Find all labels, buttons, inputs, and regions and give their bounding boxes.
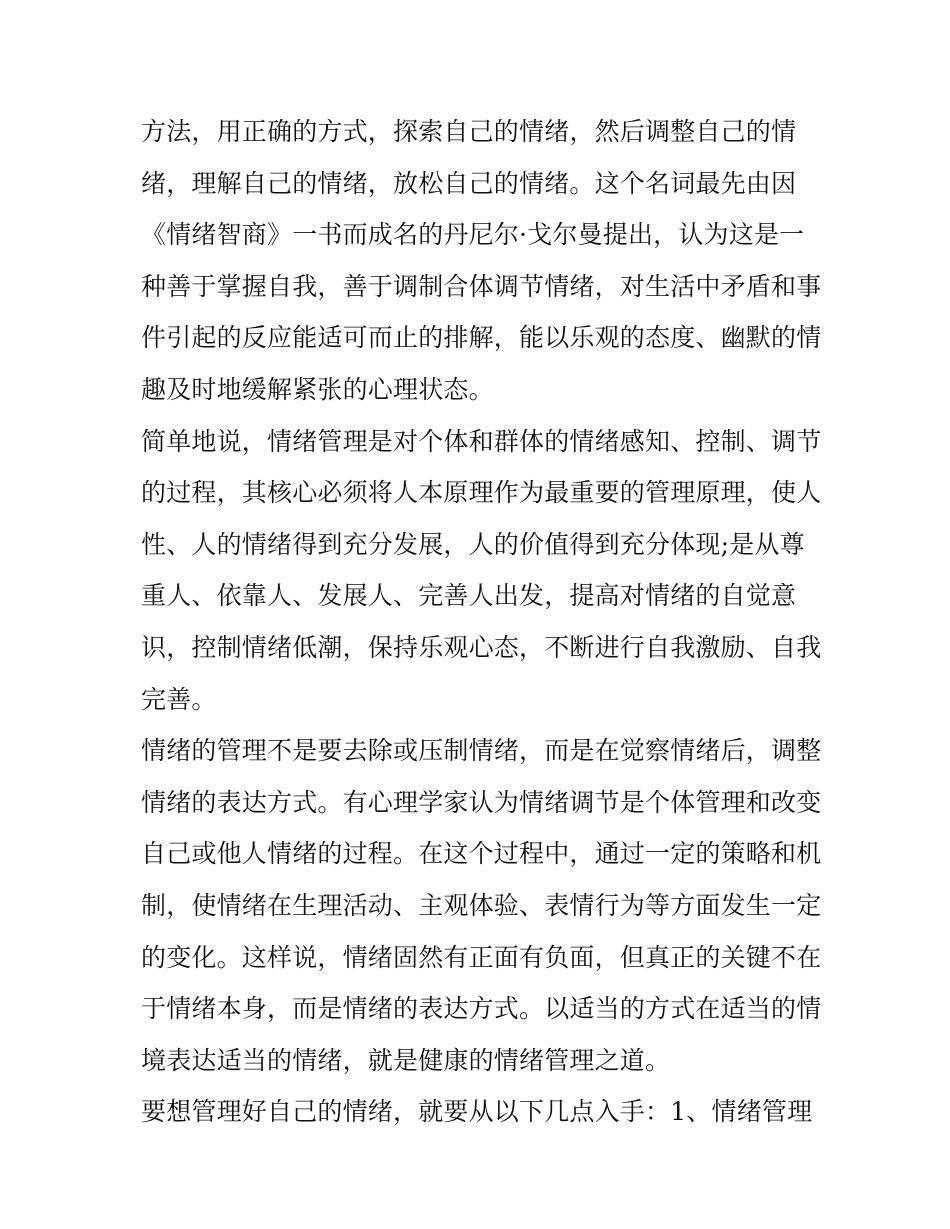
text-line-12: 完善。 xyxy=(141,684,217,714)
text-line-16: 制，使情绪在生理活动、主观体验、表情行为等方面发生一定 xyxy=(141,890,822,920)
text-line-19: 境表达适当的情绪，就是健康的情绪管理之道。 xyxy=(141,1045,671,1075)
text-line-20: 要想管理好自己的情绪，就要从以下几点入手：1、情绪管理 xyxy=(141,1097,813,1127)
text-line-10: 重人、依靠人、发展人、完善人出发，提高对情绪的自觉意 xyxy=(141,581,797,611)
text-line-15: 自己或他人情绪的过程。在这个过程中，通过一定的策略和机 xyxy=(141,839,822,869)
text-line-4: 种善于掌握自我，善于调制合体调节情绪，对生活中矛盾和事 xyxy=(141,271,822,301)
text-line-2: 绪，理解自己的情绪，放松自己的情绪。这个名词最先由因 xyxy=(141,168,797,198)
text-line-9: 性、人的情绪得到充分发展，人的价值得到充分体现;是从尊 xyxy=(141,529,805,559)
text-line-13: 情绪的管理不是要去除或压制情绪，而是在觉察情绪后，调整 xyxy=(141,736,822,766)
text-line-7: 简单地说，情绪管理是对个体和群体的情绪感知、控制、调节 xyxy=(141,426,822,456)
text-line-5: 件引起的反应能适可而止的排解，能以乐观的态度、幽默的情 xyxy=(141,323,822,353)
body-text xyxy=(141,106,822,1138)
text-line-11: 识，控制情绪低潮，保持乐观心态，不断进行自我激励、自我 xyxy=(141,632,822,662)
text-line-14: 情绪的表达方式。有心理学家认为情绪调节是个体管理和改变 xyxy=(141,787,822,817)
text-line-6: 趣及时地缓解紧张的心理状态。 xyxy=(141,374,494,404)
text-line-8: 的过程，其核心必须将人本原理作为最重要的管理原理，使人 xyxy=(141,478,822,508)
text-line-17: 的变化。这样说，情绪固然有正面有负面，但真正的关键不在 xyxy=(141,942,822,972)
text-line-1: 方法，用正确的方式，探索自己的情绪，然后调整自己的情 xyxy=(141,117,797,146)
text-line-3: 《情绪智商》一书而成名的丹尼尔·戈尔曼提出，认为这是一 xyxy=(141,220,805,250)
text-line-18: 于情绪本身，而是情绪的表达方式。以适当的方式在适当的情 xyxy=(141,994,822,1024)
